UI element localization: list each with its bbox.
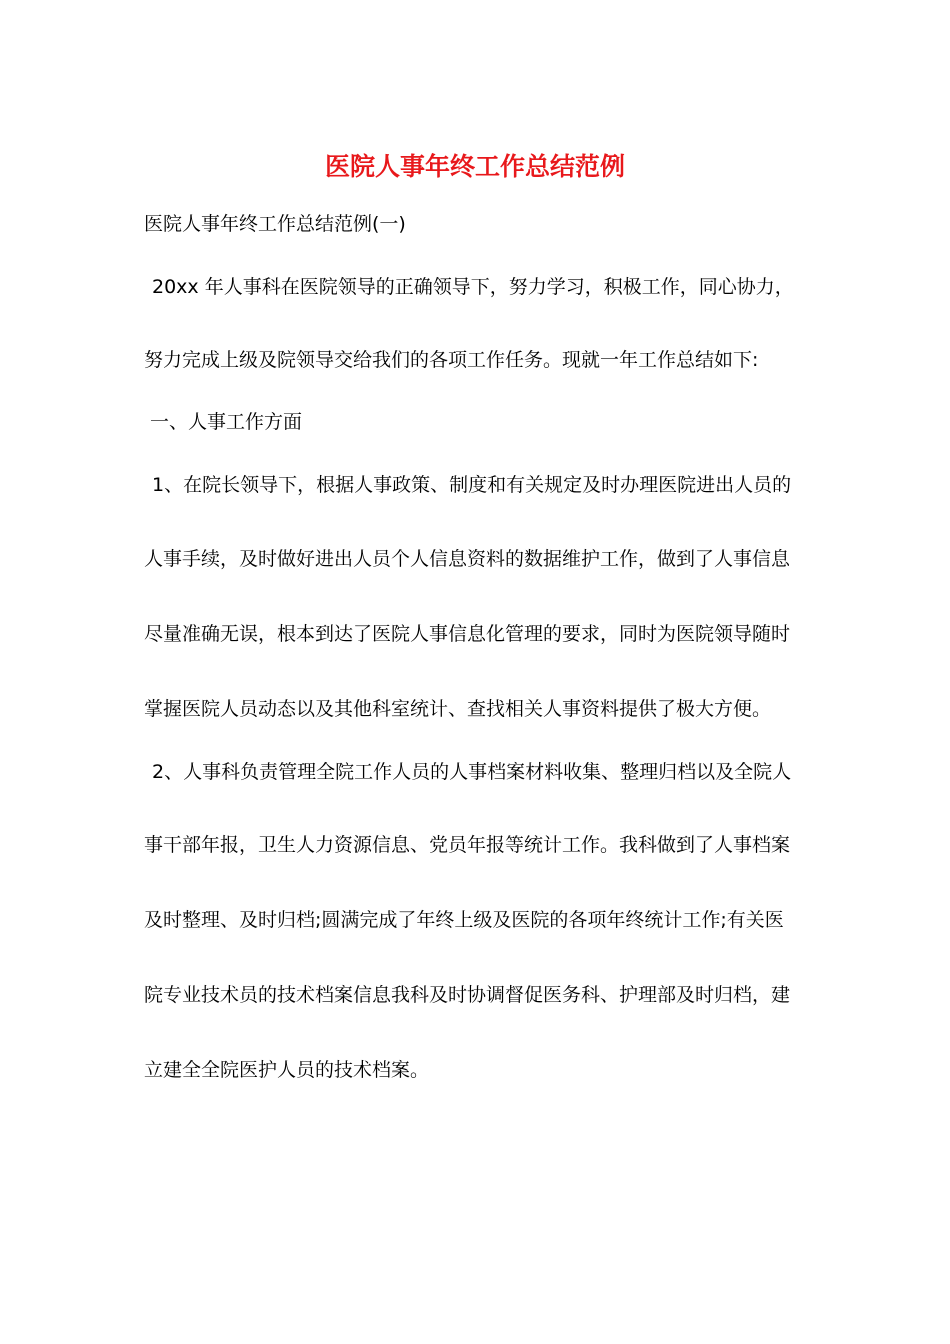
paragraph-line: 努力完成上级及院领导交给我们的各项工作任务。现就一年工作总结如下:: [144, 349, 759, 371]
paragraph-line: 掌握医院人员动态以及其他科室统计、查找相关人事资料提供了极大方便。: [144, 698, 772, 720]
paragraph-line: 2、人事科负责管理全院工作人员的人事档案材料收集、整理归档以及全院人: [152, 761, 792, 783]
paragraph-line: 1、在院长领导下，根据人事政策、制度和有关规定及时办理医院进出人员的: [152, 474, 792, 496]
paragraph-line: 事干部年报，卫生人力资源信息、党员年报等统计工作。我科做到了人事档案: [144, 834, 791, 856]
paragraph-line: 立建全全院医护人员的技术档案。: [144, 1059, 430, 1081]
paragraph-line: 及时整理、及时归档;圆满完成了年终上级及医院的各项年终统计工作;有关医: [144, 909, 784, 931]
paragraph-line: 人事手续，及时做好进出人员个人信息资料的数据维护工作，做到了人事信息: [144, 548, 791, 570]
document-subtitle: 医院人事年终工作总结范例(一): [144, 213, 406, 235]
document-title: 医院人事年终工作总结范例: [324, 152, 625, 181]
paragraph-line: 尽量准确无误，根本到达了医院人事信息化管理的要求，同时为医院领导随时: [144, 623, 791, 645]
paragraph-line: 20xx 年人事科在医院领导的正确领导下，努力学习，积极工作，同心协力，: [152, 276, 794, 298]
section-heading: 一、人事工作方面: [150, 411, 303, 433]
paragraph-line: 院专业技术员的技术档案信息我科及时协调督促医务科、护理部及时归档，建: [144, 984, 791, 1006]
